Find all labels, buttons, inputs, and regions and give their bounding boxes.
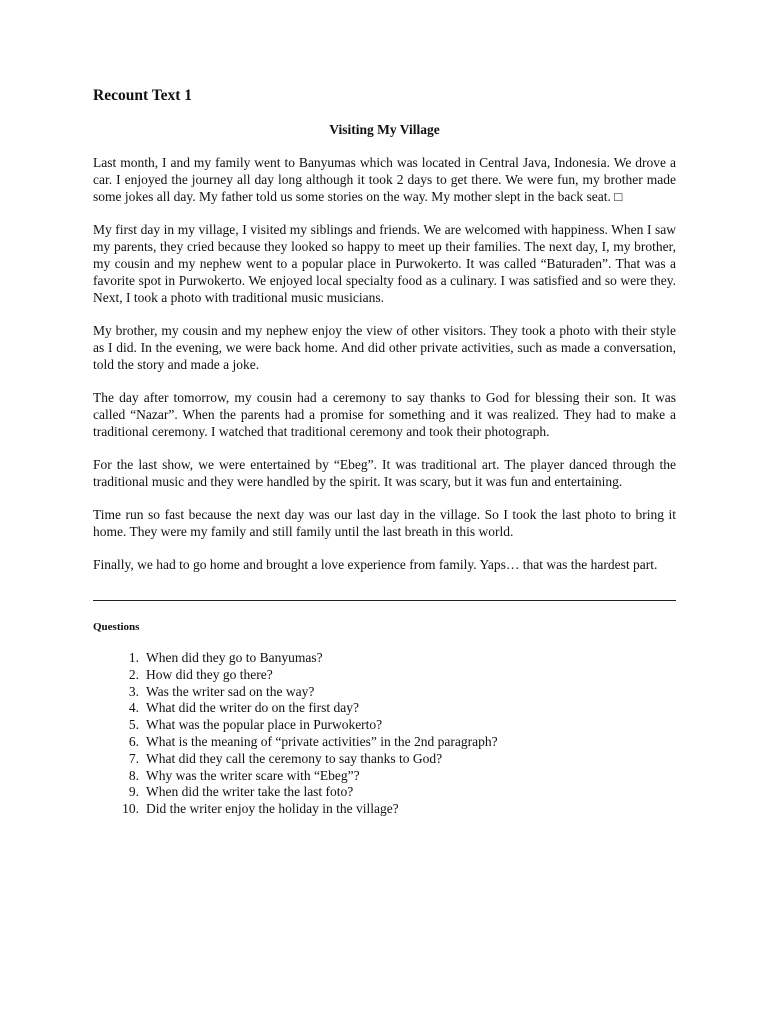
- question-text: What did they call the ceremony to say thanks to God?: [146, 750, 443, 766]
- question-item: [93, 717, 676, 734]
- questions-list: [93, 650, 676, 818]
- question-text: Did the writer enjoy the holiday in the village?: [146, 801, 399, 817]
- story-title: Visiting My Village: [329, 122, 440, 137]
- question-text: What is the meaning of “private activities” in the 2nd paragraph?: [146, 733, 498, 749]
- question-item: [93, 667, 676, 684]
- paragraph-5: For the last show, we were entertained by “Ebeg”. It was traditional art. The player danced through the traditional music and they were handled by the spirit. It was scary, but it was fun and entertaining.: [93, 457, 676, 489]
- questions-label: Questions: [93, 621, 140, 633]
- question-number: 4.: [128, 700, 139, 716]
- question-text: What did the writer do on the first day?: [146, 700, 359, 716]
- question-item: [93, 801, 676, 818]
- question-item: [93, 700, 676, 717]
- paragraph-3: My brother, my cousin and my nephew enjoy the view of other visitors. They took a photo with their style as I did. In the evening, we were back home. And did other private activities, such as made a conversation, told the story and made a joke.: [93, 323, 676, 372]
- question-number: 3.: [128, 683, 139, 699]
- paragraph-7: Finally, we had to go home and brought a love experience from family. Yaps… that was the hardest part.: [93, 557, 658, 572]
- question-number: 10.: [122, 801, 139, 817]
- question-number: 5.: [128, 717, 139, 733]
- document-page: [93, 86, 676, 818]
- question-item: [93, 784, 676, 801]
- question-number: 6.: [128, 733, 139, 749]
- question-item: [93, 751, 676, 768]
- question-number: 9.: [128, 784, 139, 800]
- question-text: Why was the writer scare with “Ebeg”?: [146, 767, 360, 783]
- question-item: [93, 650, 676, 667]
- question-number: 1.: [128, 650, 139, 665]
- question-text: What was the popular place in Purwokerto?: [146, 717, 383, 733]
- question-text: When did they go to Banyumas?: [146, 650, 323, 665]
- question-text: When did the writer take the last foto?: [146, 784, 354, 800]
- question-number: 7.: [128, 750, 139, 766]
- document-heading: Recount Text 1: [93, 87, 193, 104]
- question-item: [93, 734, 676, 751]
- section-divider: [93, 600, 676, 601]
- question-item: [93, 768, 676, 785]
- question-text: Was the writer sad on the way?: [146, 683, 315, 699]
- question-item: [93, 684, 676, 701]
- question-text: How did they go there?: [146, 666, 273, 682]
- question-number: 2.: [128, 666, 139, 682]
- paragraph-1: Last month, I and my family went to Banyumas which was located in Central Java, Indonesia. We drove a car. I enjoyed the journey all day long although it took 2 days to get there. We were fun, my brother made some jokes all day. My father told us some stories on the way. My mother slept in the back seat. □: [93, 155, 676, 204]
- paragraph-2: My first day in my village, I visited my siblings and friends. We are welcomed with happiness. When I saw my parents, they cried because they looked so happy to meet up their families. The next day, I, my brother, my cousin and my nephew went to a popular place in Purwokerto. It was called “Baturaden”. That was a favorite spot in Purwokerto. We enjoyed local specialty food as a culinary. I was satisfied and so were they. Next, I took a photo with traditional music musicians.: [93, 222, 676, 305]
- paragraph-4: The day after tomorrow, my cousin had a ceremony to say thanks to God for blessing their son. It was called “Nazar”. When the parents had a promise for something and it was realized. They had to make a traditional ceremony. I watched that traditional ceremony and took their photograph.: [93, 390, 676, 439]
- paragraph-6: Time run so fast because the next day was our last day in the village. So I took the last photo to bring it home. They were my family and still family until the last breath in this world.: [93, 507, 676, 539]
- question-number: 8.: [128, 767, 139, 783]
